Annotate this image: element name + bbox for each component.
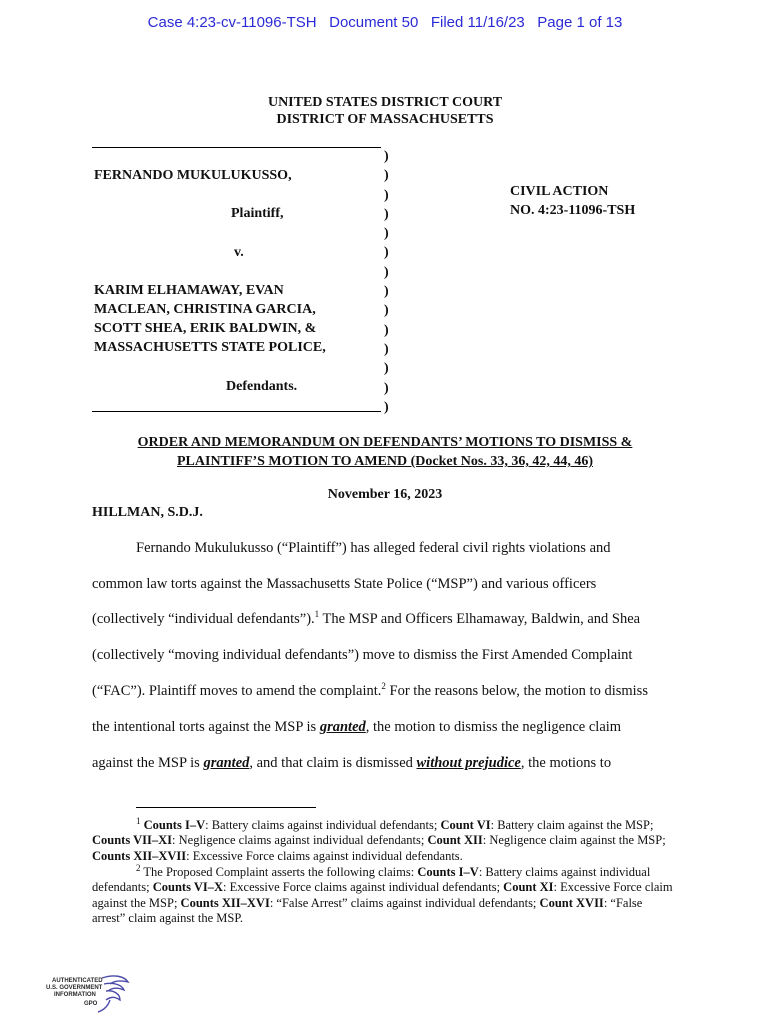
body-text: the intentional torts against the MSP is bbox=[92, 719, 320, 735]
body-text: against the MSP is bbox=[92, 755, 204, 771]
paren: ) bbox=[384, 187, 389, 203]
court-district: DISTRICT OF MASSACHUSETTS bbox=[276, 112, 494, 127]
fn-text: : Battery claim against the MSP; bbox=[490, 818, 654, 832]
fn-text: : Excessive Force claims against individual defendants; bbox=[223, 880, 504, 895]
fn-bold: Counts I–V bbox=[143, 818, 206, 832]
defendant-line: SCOTT SHEA, ERIK BALDWIN, & bbox=[94, 321, 317, 336]
document-header: Case 4:23-cv-11096-TSH Document 50 Filed 11/16/23 Page 1 of 13 bbox=[147, 14, 623, 31]
fn-text: : “False arrest” claim against the MSP. bbox=[92, 895, 643, 925]
order-title-line2: PLAINTIFF’S MOTION TO AMEND (Docket Nos. 33, 36, 42, 44, 46) bbox=[177, 454, 593, 469]
defendants-list bbox=[94, 281, 326, 357]
court-name: UNITED STATES DISTRICT COURT bbox=[267, 95, 503, 110]
body-text: For the reasons below, the motion to dismiss bbox=[385, 683, 648, 699]
body-line-7 bbox=[92, 755, 611, 772]
fn-text: The Proposed Complaint asserts the following claims: bbox=[143, 865, 418, 879]
fn-bold: Counts I–V bbox=[417, 865, 479, 879]
fn-bold: Counts XII–XVII bbox=[92, 848, 187, 863]
body-text: , and that claim is dismissed bbox=[249, 755, 417, 771]
emphasis-granted: granted bbox=[319, 719, 366, 735]
caption-top-rule bbox=[92, 147, 381, 148]
body-line-3 bbox=[92, 611, 640, 628]
paren: ) bbox=[384, 245, 389, 261]
footnote-ref-1: 1 bbox=[314, 609, 320, 620]
plaintiff-label: Plaintiff, bbox=[231, 206, 284, 221]
footnote-number: 1 bbox=[136, 815, 141, 826]
paren: ) bbox=[384, 322, 389, 338]
defendant-line: MACLEAN, CHRISTINA GARCIA, bbox=[94, 302, 316, 317]
order-title bbox=[0, 433, 770, 471]
footnote-separator bbox=[136, 807, 316, 808]
defendants-label: Defendants. bbox=[226, 379, 298, 394]
fn-text: : Excessive Force claims against individual defendants. bbox=[186, 848, 463, 863]
paren: ) bbox=[384, 399, 389, 415]
civil-action-label: CIVIL ACTION bbox=[510, 184, 609, 199]
versus-label: v. bbox=[234, 245, 244, 260]
footnote-1 bbox=[92, 815, 678, 864]
caption-paren-column bbox=[384, 147, 389, 417]
body-text: The MSP and Officers Elhamaway, Baldwin, and Shea bbox=[319, 611, 641, 627]
footnote-number: 2 bbox=[136, 862, 141, 873]
body-line-6 bbox=[92, 719, 621, 736]
fn-text: : Negligence claim against the MSP; bbox=[482, 833, 666, 848]
body-text: (collectively “individual defendants”). bbox=[92, 611, 315, 627]
defendant-line: KARIM ELHAMAWAY, EVAN bbox=[94, 283, 284, 298]
paren: ) bbox=[384, 226, 389, 242]
fn-bold: Count XII bbox=[427, 833, 483, 848]
case-number: NO. 4:23-11096-TSH bbox=[510, 203, 636, 218]
fn-bold: Count VI bbox=[440, 818, 491, 832]
logo-text-gpo: GPO bbox=[84, 1001, 98, 1007]
order-date: November 16, 2023 bbox=[327, 487, 443, 502]
defendant-line: MASSACHUSETTS STATE POLICE, bbox=[94, 340, 326, 355]
fn-text: : Battery claims against individual defendants; bbox=[205, 818, 441, 832]
paren: ) bbox=[384, 380, 389, 396]
body-text: , the motion to dismiss the negligence claim bbox=[365, 719, 622, 735]
civil-action-block bbox=[510, 182, 635, 220]
fn-bold: Counts VII–XI bbox=[92, 833, 173, 848]
paren: ) bbox=[384, 361, 389, 377]
judge-name: HILLMAN, S.D.J. bbox=[92, 505, 203, 520]
emphasis-without-prejudice: without prejudice bbox=[416, 755, 521, 771]
fn-text: : “False Arrest” claims against individual defendants; bbox=[269, 895, 540, 910]
body-text: (“FAC”). Plaintiff moves to amend the complaint. bbox=[92, 683, 382, 699]
order-title-line1: ORDER AND MEMORANDUM ON DEFENDANTS’ MOTIONS TO DISMISS & bbox=[137, 435, 633, 450]
fn-bold: Count XVII bbox=[539, 895, 604, 910]
logo-text-line1: AUTHENTICATED bbox=[52, 978, 103, 984]
body-line-4: (collectively “moving individual defendants”) move to dismiss the First Amended Complaint bbox=[92, 647, 633, 663]
paren: ) bbox=[384, 284, 389, 300]
emphasis-granted: granted bbox=[203, 755, 250, 771]
body-line-2: common law torts against the Massachusetts State Police (“MSP”) and various officers bbox=[92, 576, 597, 592]
logo-text-line2: U.S. GOVERNMENT bbox=[46, 985, 103, 991]
fn-bold: Counts VI–X bbox=[152, 880, 224, 895]
plaintiff-name: FERNANDO MUKULUKUSSO, bbox=[94, 168, 292, 183]
fn-bold: Count XI bbox=[503, 880, 554, 895]
fn-text: : Negligence claims against individual defendants; bbox=[172, 833, 428, 848]
paren: ) bbox=[384, 206, 389, 222]
footnote-ref-2: 2 bbox=[381, 681, 386, 692]
fn-bold: Counts XII–XVI bbox=[180, 895, 270, 910]
logo-text-line3: INFORMATION bbox=[54, 992, 96, 998]
body-text: , the motions to bbox=[520, 755, 612, 771]
court-heading bbox=[0, 94, 770, 128]
caption-bottom-rule bbox=[92, 411, 381, 412]
footnote-2 bbox=[92, 862, 678, 926]
paren: ) bbox=[384, 264, 389, 280]
paren: ) bbox=[384, 168, 389, 184]
gpo-authentication-logo bbox=[44, 972, 134, 1018]
paren: ) bbox=[384, 341, 389, 357]
body-line-1: Fernando Mukulukusso (“Plaintiff”) has alleged federal civil rights violations and bbox=[136, 540, 611, 556]
paren: ) bbox=[384, 149, 389, 164]
fn-text: : Battery claims against individual defendants; bbox=[92, 865, 651, 895]
body-line-5 bbox=[92, 683, 648, 700]
fn-text: : Excessive Force claim against the MSP; bbox=[92, 880, 673, 910]
paren: ) bbox=[384, 303, 389, 319]
